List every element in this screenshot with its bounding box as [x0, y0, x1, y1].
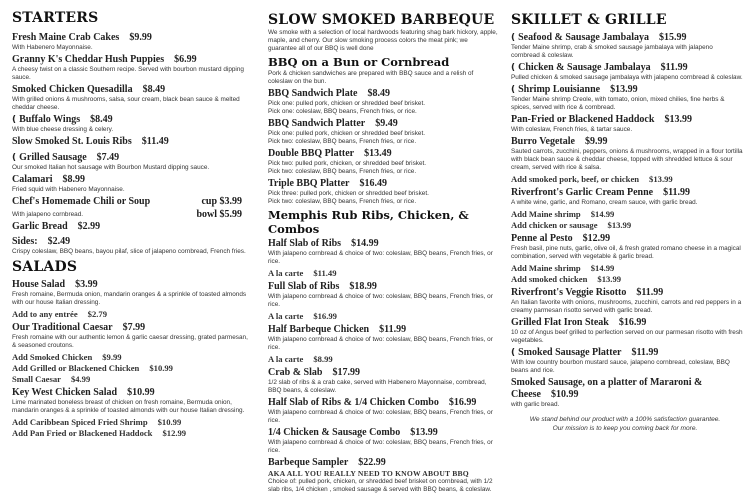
menu-item: [511, 136, 743, 185]
item-subtitle: AKA ALL YOU REALLY NEED TO KNOW ABOUT BBQ: [268, 469, 469, 478]
section-heading: SALADS: [12, 259, 78, 275]
item-name: Grilled Flat Iron Steak: [511, 317, 609, 328]
item-title-row: [268, 427, 498, 439]
item-title-row: [511, 32, 743, 44]
addon-label: A la carte: [268, 354, 304, 364]
addon-label: Add smoked pork, beef, or chicken: [511, 174, 640, 184]
item-description: with garlic bread.: [511, 401, 560, 408]
menu-item: [268, 178, 498, 206]
item-name: Grilled Sausage: [19, 152, 87, 163]
item-addons: [268, 354, 498, 365]
item-description: An Italian favorite with onions, mushrooms, zucchini, carrots and red peppers in a creamy parmesan risotto served with garlic bread.: [511, 299, 742, 314]
menu-item: [511, 377, 743, 409]
item-name: Slow Smoked St. Louis Ribs: [12, 136, 132, 147]
menu-item: [268, 118, 498, 146]
item-title-row: [12, 236, 248, 248]
item-name: Key West Chicken Salad: [12, 387, 118, 398]
menu-item: [268, 457, 498, 494]
item-addon: [511, 263, 743, 274]
chili-pepper-icon: (: [511, 348, 516, 358]
item-title-row: [12, 136, 248, 148]
column-barbeque: [268, 0, 498, 498]
item-title-row: [268, 281, 498, 293]
item-description: Tender Maine shrimp, crab & smoked sausage jambalaya with jalapeno cornbread & coleslaw.: [511, 44, 713, 59]
item-price-bowl: bowl $5.99: [196, 209, 242, 220]
item-addon: [12, 428, 248, 439]
item-price: $11.99: [631, 347, 659, 358]
addon-price: $10.99: [157, 417, 182, 427]
item-description: Lime marinated boneless breast of chicken on fresh romaine, Bermuda onion, mandarin oranges & a sprinkle of toasted almonds with our house Italian dressing.: [12, 399, 245, 414]
item-name: Smoked Sausage Platter: [518, 347, 622, 358]
item-title-row: [511, 114, 743, 126]
item-addon: [511, 220, 743, 231]
item-description-line: Pick one: coleslaw, BBQ beans, French fries, or rice.: [268, 108, 417, 115]
menu-item: [12, 279, 248, 320]
addon-label: Add to any entrée: [12, 309, 78, 319]
item-price: $8.49: [142, 84, 166, 95]
menu-item: [12, 114, 248, 134]
item-description: Tender Maine shrimp Creole, with tomato, onion, mixed chilies, fine herbs & spices, served with rice & cornbread.: [511, 96, 725, 111]
item-price: $3.99: [75, 279, 98, 290]
addon-price: $13.99: [649, 174, 673, 184]
item-description-line: Pick one: pulled pork, chicken or shredded beef brisket.: [268, 130, 426, 137]
item-name: Half Slab of Ribs & 1/4 Chicken Combo: [268, 397, 439, 408]
item-name: Buffalo Wings: [19, 114, 81, 125]
addon-label: Add Maine shrimp: [511, 209, 581, 219]
item-name: Shrimp Louisianne: [518, 84, 601, 95]
item-name: Smoked Sausage, on a platter of Mararoni & Cheese: [511, 377, 703, 400]
item-addon: [12, 363, 248, 374]
item-description-line: Pick two: coleslaw, BBQ beans, French fries, or rice.: [268, 198, 417, 205]
item-title-row: [511, 287, 743, 299]
item-name: Triple BBQ Platter: [268, 178, 350, 189]
item-price: $8.99: [62, 174, 86, 185]
item-name: Sides:: [12, 236, 38, 247]
item-name: Garlic Bread: [12, 221, 68, 232]
item-price: $9.99: [584, 136, 608, 147]
addon-price: $16.99: [313, 311, 337, 321]
item-title-row: [268, 324, 498, 336]
addon-price: $10.99: [149, 363, 173, 373]
item-name: House Salad: [12, 279, 66, 290]
menu-item: [12, 174, 248, 194]
addon-price: $13.99: [597, 274, 622, 284]
item-addon: [511, 209, 743, 220]
item-price: $13.99: [410, 427, 438, 438]
menu-item: [268, 367, 498, 395]
addon-price: $14.99: [590, 263, 615, 273]
item-title-row: [12, 84, 248, 96]
column-skillet-grille: [511, 0, 743, 441]
item-title-row: [268, 178, 498, 190]
addon-label: Small Caesar: [12, 374, 61, 384]
item-name: Pan-Fried or Blackened Haddock: [511, 114, 655, 125]
item-description: Fresh basil, pine nuts, garlic, olive oil, & fresh grated romano cheese in a magical combination, served with vegetable & garlic bread.: [511, 245, 741, 260]
item-description: Pulled chicken & smoked sausage jambalaya with jalapeno cornbread & coleslaw.: [511, 74, 743, 81]
footer-line-1: We stand behind our product with a 100% satisfaction guarantee.: [529, 416, 721, 423]
menu-item: [511, 233, 743, 285]
item-price: $2.49: [47, 236, 71, 247]
section-heading: SKILLET & GRILLE: [511, 12, 667, 28]
menu-item: [268, 148, 498, 176]
item-description: With jalapeno cornbread & choice of two: coleslaw, BBQ beans, French fries, or rice.: [268, 409, 493, 424]
item-description: With grilled onions & mushrooms, salsa, sour cream, black bean sauce & melted cheddar cheese.: [12, 96, 240, 111]
section-heading: BBQ on a Bun or Cornbread: [268, 55, 450, 69]
item-addons: [511, 209, 743, 231]
item-description: Fresh romaine, Bermuda onion, mandarin oranges & a sprinkle of toasted almonds with our house Italian dressing.: [12, 291, 247, 306]
item-addons: [511, 263, 743, 285]
item-price: $17.99: [332, 367, 360, 378]
item-description: With jalapeno cornbread & choice of two: coleslaw, BBQ beans, French fries, or rice.: [268, 293, 493, 308]
footer-guarantee: [500, 415, 750, 433]
addon-label: A la carte: [268, 311, 304, 321]
item-name: BBQ Sandwich Plate: [268, 88, 358, 99]
item-addon: [511, 274, 743, 285]
item-title-row: [12, 221, 248, 233]
chili-pepper-icon: (: [511, 63, 516, 73]
section-heading: STARTERS: [12, 10, 99, 26]
addon-price: $9.99: [102, 352, 122, 362]
menu-item: [12, 136, 248, 148]
item-price: $8.49: [367, 88, 390, 99]
item-price: $9.49: [375, 118, 398, 129]
item-title-row: [511, 84, 743, 96]
item-description: A white wine, garlic, and Romano, cream sauce, with garlic bread.: [511, 199, 698, 206]
item-title-row: [12, 279, 248, 291]
item-description: With Habenero Mayonnaise.: [12, 44, 93, 51]
item-title-row: [12, 114, 248, 126]
menu-item: [12, 236, 248, 256]
item-addons: [12, 309, 248, 320]
item-title-row: [12, 174, 248, 186]
item-addons: [268, 268, 498, 279]
addon-label: Add Caribbean Spiced Fried Shrimp: [12, 417, 148, 427]
item-price: $13.99: [664, 114, 692, 125]
menu-item: [12, 32, 248, 52]
addon-label: Add Pan Fried or Blackened Haddock: [12, 428, 153, 438]
addon-price: $2.79: [87, 309, 107, 319]
item-title-row: [268, 238, 498, 250]
menu-item: [511, 84, 743, 112]
item-price: $8.49: [90, 114, 113, 125]
item-description: With low country bourbon mustard sauce, jalapeno cornbread, coleslaw, BBQ beans and rice.: [511, 359, 730, 374]
item-price: $10.99: [551, 389, 579, 400]
item-description: 10 oz of Angus beef grilled to perfection served on our parmesan risotto with fresh vegetables.: [511, 329, 743, 344]
menu-item: [511, 187, 743, 231]
item-addon: [12, 309, 248, 320]
item-name: Full Slab of Ribs: [268, 281, 340, 292]
item-name: Riverfront's Veggie Risotto: [511, 287, 627, 298]
menu-item: [268, 324, 498, 365]
item-title-row: [12, 152, 248, 164]
item-name: Barbeque Sampler: [268, 457, 349, 468]
item-addon: [268, 311, 498, 322]
menu-item: [511, 32, 743, 60]
item-name: Riverfront's Garlic Cream Penne: [511, 187, 654, 198]
item-name: Half Barbeque Chicken: [268, 324, 370, 335]
item-description: 1/2 slab of ribs & a crab cake, served with Habenero Mayonnaise, cornbread, BBQ beans, & coleslaw.: [268, 379, 487, 394]
item-name: Half Slab of Ribs: [268, 238, 342, 249]
item-price: $6.99: [174, 54, 197, 65]
item-title-row: [268, 397, 498, 409]
item-addons: [511, 174, 743, 185]
item-description: With jalapeno cornbread.: [12, 211, 84, 218]
item-description-line: Pick two: coleslaw, BBQ beans, French fries, or rice.: [268, 168, 417, 175]
item-description: A cheesy twist on a classic Southern recipe. Served with bourbon mustard dipping sauce.: [12, 66, 244, 81]
addon-price: $4.99: [70, 374, 91, 384]
item-addon: [268, 268, 498, 279]
item-price: $11.99: [636, 287, 664, 298]
menu-item: [268, 427, 498, 455]
addon-price: $13.99: [607, 220, 632, 230]
item-name: Granny K's Cheddar Hush Puppies: [12, 54, 165, 65]
item-title-row: [12, 54, 248, 66]
chili-pepper-icon: (: [511, 85, 516, 95]
item-description: With jalapeno cornbread & choice of two: coleslaw, BBQ beans, French fries, or rice.: [268, 336, 493, 351]
item-title-row: [268, 88, 498, 100]
addon-price: $11.49: [313, 268, 337, 278]
item-price: $16.99: [448, 397, 477, 408]
item-price: $12.99: [582, 233, 611, 244]
item-title-row: [268, 118, 498, 130]
item-title-row: [511, 136, 743, 148]
item-price: $9.99: [129, 32, 152, 43]
menu-item: [511, 287, 743, 315]
addon-price: $8.99: [313, 354, 333, 364]
section-heading-block: [12, 259, 248, 275]
section-description: Pork & chicken sandwiches are prepared with BBQ sauce and a relish of coleslaw on the bun.: [268, 70, 474, 85]
item-name: Our Traditional Caesar: [12, 322, 113, 333]
menu-item: [268, 397, 498, 425]
item-description: With jalapeno cornbread & choice of two: coleslaw, BBQ beans, French fries, or rice.: [268, 250, 493, 265]
item-addon: [268, 354, 498, 365]
addon-price: $14.99: [590, 209, 615, 219]
item-price: $22.99: [358, 457, 386, 468]
item-addons: [12, 352, 248, 385]
menu-item: [268, 238, 498, 279]
section-heading-block: [12, 10, 248, 26]
item-title-row: [268, 457, 498, 469]
item-price: $11.99: [379, 324, 407, 335]
item-description-line: Pick three: pulled pork, chicken or shredded beef brisket.: [268, 190, 429, 197]
section-heading-block: [511, 12, 743, 28]
item-name: 1/4 Chicken & Sausage Combo: [268, 427, 401, 438]
item-price: $16.99: [618, 317, 647, 328]
item-title-row: [12, 387, 248, 399]
chili-pepper-icon: (: [511, 33, 516, 43]
chili-pepper-icon: (: [12, 115, 17, 125]
addon-label: A la carte: [268, 268, 304, 278]
item-price: $7.49: [96, 152, 120, 163]
item-title-row: [12, 32, 248, 44]
item-description: With coleslaw, French fries, & tartar sauce.: [511, 126, 633, 133]
item-price: $13.49: [364, 148, 392, 159]
item-price: $15.99: [658, 32, 687, 43]
item-name: Calamari: [12, 174, 53, 185]
item-name: Chicken & Sausage Jambalaya: [518, 62, 651, 73]
menu-item: [268, 281, 498, 322]
addon-label: Add Smoked Chicken: [12, 352, 93, 362]
item-addon: [12, 417, 248, 428]
section-heading-block: [268, 55, 498, 86]
column-starters-salads: [12, 0, 248, 443]
menu-item: [511, 347, 743, 375]
item-price: $16.49: [359, 178, 387, 189]
item-description: With jalapeno cornbread & choice of two: coleslaw, BBQ beans, French fries, or rice.: [268, 439, 493, 454]
menu-item: [12, 152, 248, 172]
item-name: Chef's Homemade Chili or Soup: [12, 196, 151, 207]
section-description: We smoke with a selection of local hardwoods featuring shag bark hickory, apple, maple, and cherry. Our slow smoking process colors the meat pink; we guarantee all of our BBQ is well done: [268, 29, 498, 52]
addon-label: Add smoked chicken: [511, 274, 588, 284]
item-price: $18.99: [349, 281, 377, 292]
item-name: Crab & Slab: [268, 367, 323, 378]
item-addon: [12, 374, 248, 385]
item-title-row: [511, 377, 743, 401]
item-price: $10.99: [127, 387, 155, 398]
item-title-row: [268, 148, 498, 160]
item-addons: [12, 417, 248, 439]
footer-line-2: Our mission is to keep you coming back for more.: [552, 425, 698, 432]
addon-price: $12.99: [162, 428, 187, 438]
item-price: $7.99: [122, 322, 146, 333]
item-description: Crispy coleslaw, BBQ beans, bayou pilaf, slice of jalapeno cornbread, French fries.: [12, 248, 246, 255]
item-title-row: [511, 233, 743, 245]
addon-label: Add chicken or sausage: [511, 220, 598, 230]
item-name: Fresh Maine Crab Cakes: [12, 32, 120, 43]
item-title-row: [511, 317, 743, 329]
item-price-cup: cup $3.99: [201, 196, 242, 207]
section-heading-block: [268, 208, 498, 236]
addon-label: Add Maine shrimp: [511, 263, 581, 273]
item-description: Our smoked Italian hot sausage with Bourbon Mustard dipping sauce.: [12, 164, 210, 171]
menu-item: [12, 387, 248, 439]
item-price: $2.99: [77, 221, 101, 232]
item-addon: [511, 174, 743, 185]
item-description: Choice of: pulled pork, chicken, or shredded beef brisket on cornbread, with 1/2 slab ribs, 1/4 chicken , smoked sausage & served with BBQ beans, & coleslaw.: [268, 478, 493, 493]
item-title-row: [511, 347, 743, 359]
item-price: $13.99: [610, 84, 638, 95]
menu-item: [12, 196, 248, 219]
section-heading: Memphis Rub Ribs, Chicken, & Combos: [268, 208, 469, 236]
item-description-line: Pick one: pulled pork, chicken or shredded beef brisket.: [268, 100, 426, 107]
addon-label: Add Grilled or Blackened Chicken: [12, 363, 140, 373]
item-price: $14.99: [351, 238, 379, 249]
menu-item: [12, 84, 248, 112]
menu-item: [12, 221, 248, 233]
item-description-line: Pick two: pulled pork, chicken, or shredded beef brisket.: [268, 160, 427, 167]
item-price: $11.99: [663, 187, 691, 198]
item-description-line: Pick two: coleslaw, BBQ beans, French fries, or rice.: [268, 138, 417, 145]
chili-pepper-icon: (: [12, 153, 17, 163]
menu-item: [511, 62, 743, 82]
item-name: Seafood & Sausage Jambalaya: [518, 32, 649, 43]
item-title-row: [511, 187, 743, 199]
item-description: Sauted carrots, zucchini, peppers, onions & mushrooms, wrapped in a flour tortilla with black bean sauce & cheddar cheese, topped with shredded lettuce & sour cream, served with rice & salsa.: [511, 148, 743, 171]
menu-item: [268, 88, 498, 116]
item-title-row: [268, 367, 498, 379]
item-title-row: [12, 322, 248, 334]
item-addons: [268, 311, 498, 322]
menu-item: [12, 322, 248, 385]
item-name: BBQ Sandwich Platter: [268, 118, 366, 129]
item-name: Burro Vegetale: [511, 136, 575, 147]
item-name: Double BBQ Platter: [268, 148, 355, 159]
item-name: Penne al Pesto: [511, 233, 573, 244]
item-addon: [12, 352, 248, 363]
item-description: Fresh romaine with our authentic lemon & garlic caesar dressing, grated parmesan, & seasoned croutons.: [12, 334, 248, 349]
item-description: Fried squid with Habenero Mayonnaise.: [12, 186, 125, 193]
item-title-row: [511, 62, 743, 74]
menu-item: [12, 54, 248, 82]
section-heading: SLOW SMOKED BARBEQUE: [268, 12, 495, 28]
item-description: With blue cheese dressing & celery.: [12, 126, 114, 133]
section-heading-block: [268, 12, 498, 53]
item-price: $11.49: [141, 136, 169, 147]
menu-item: [511, 317, 743, 345]
menu-item: [511, 114, 743, 134]
item-price: $11.99: [660, 62, 688, 73]
item-name: Smoked Chicken Quesadilla: [12, 84, 133, 95]
